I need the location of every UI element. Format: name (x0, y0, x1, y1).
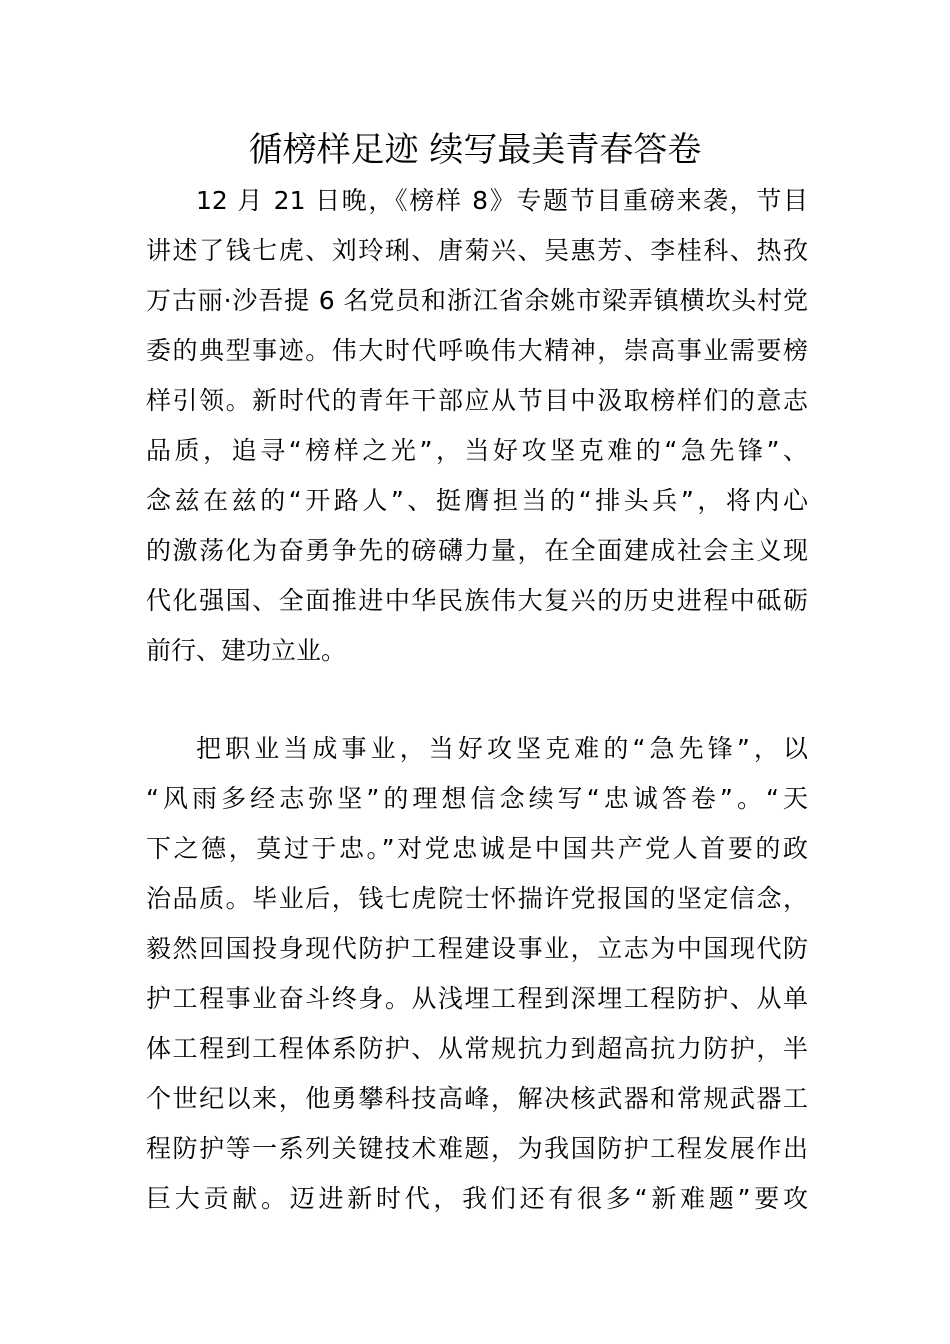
paragraph-2-line-6: 护工程事业奋斗终身。从浅埋工程到深埋工程防护、从单 (146, 984, 808, 1013)
paragraph-1-line-5: 样引领。新时代的青年干部应从节目中汲取榜样们的意志 (146, 386, 808, 415)
paragraph-2-line-8: 个世纪以来，他勇攀科技高峰，解决核武器和常规武器工 (146, 1084, 808, 1113)
paragraph-2-line-1: 把职业当成事业，当好攻坚克难的“急先锋”，以 (196, 734, 808, 763)
paragraph-2-line-5: 毅然回国投身现代防护工程建设事业，立志为中国现代防 (146, 934, 808, 963)
paragraph-2-line-10: 巨大贡献。迈进新时代，我们还有很多“新难题”要攻 (146, 1184, 808, 1213)
paragraph-2-line-2: “风雨多经志弥坚”的理想信念续写“忠诚答卷”。“天 (146, 784, 808, 813)
paragraph-1-line-10: 前行、建功立业。 (146, 636, 347, 665)
paragraph-1-line-1: 12 月 21 日晚，《榜样 8》专题节目重磅来袭，节目 (196, 186, 808, 215)
paragraph-2-line-9: 程防护等一系列关键技术难题，为我国防护工程发展作出 (146, 1134, 808, 1163)
paragraph-1-line-2: 讲述了钱七虎、刘玲琍、唐菊兴、吴惠芳、李桂科、热孜 (146, 236, 808, 265)
paragraph-1-line-3: 万古丽·沙吾提 6 名党员和浙江省余姚市梁弄镇横坎头村党 (146, 286, 808, 315)
paragraph-1-line-7: 念兹在兹的“开路人”、挺膺担当的“排头兵”，将内心 (146, 486, 808, 515)
document-title: 循榜样足迹 续写最美青春答卷 (248, 130, 702, 170)
paragraph-2-line-7: 体工程到工程体系防护、从常规抗力到超高抗力防护，半 (146, 1034, 808, 1063)
paragraph-1-line-9: 代化强国、全面推进中华民族伟大复兴的历史进程中砥砺 (146, 586, 808, 615)
paragraph-1-line-4: 委的典型事迹。伟大时代呼唤伟大精神，崇高事业需要榜 (146, 336, 808, 365)
paragraph-1-line-8: 的激荡化为奋勇争先的磅礴力量，在全面建成社会主义现 (146, 536, 808, 565)
paragraph-2-line-3: 下之德，莫过于忠。”对党忠诚是中国共产党人首要的政 (146, 834, 808, 863)
paragraph-1-line-6: 品质，追寻“榜样之光”，当好攻坚克难的“急先锋”、 (146, 436, 808, 465)
paragraph-2-line-4: 治品质。毕业后，钱七虎院士怀揣许党报国的坚定信念， (146, 884, 808, 913)
